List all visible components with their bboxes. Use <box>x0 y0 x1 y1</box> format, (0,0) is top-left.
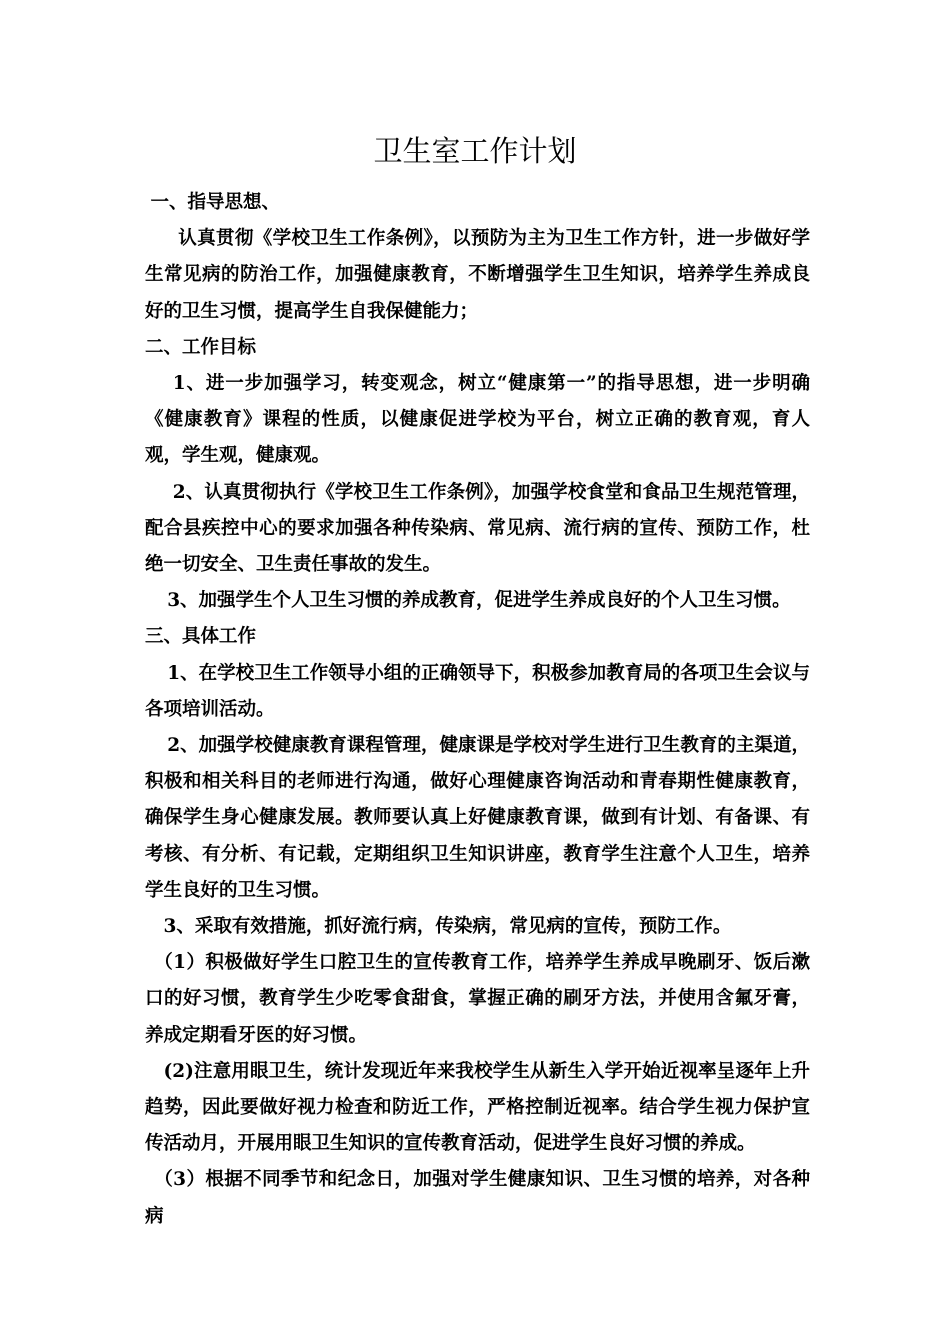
paragraph: （1）积极做好学生口腔卫生的宣传教育工作，培养学生养成早晚刷牙、饭后漱口的好习惯，教育学生少吃零食甜食，掌握正确的刷牙方法，并使用含氟牙膏，养成定期看牙医的好习惯。 <box>145 952 810 1046</box>
paragraph: 2、认真贯彻执行《学校卫生工作条例》，加强学校食堂和食品卫生规范管理，配合县疾控中心的要求加强各种传染病、常见病、流行病的宣传、预防工作，杜绝一切安全、卫生责任事故的发生。 <box>145 481 810 576</box>
paragraph: 1、在学校卫生工作领导小组的正确领导下，积极参加教育局的各项卫生会议与各项培训活动。 <box>145 662 810 720</box>
paragraph: （3）根据不同季节和纪念日，加强对学生健康知识、卫生习惯的培养，对各种病 <box>145 1169 810 1227</box>
paragraph: 3、加强学生个人卫生习惯的养成教育，促进学生养成良好的个人卫生习惯。 <box>167 590 791 612</box>
document-title: 卫生室工作计划 <box>373 134 577 168</box>
paragraph: 2、加强学校健康教育课程管理，健康课是学校对学生进行卫生教育的主渠道，积极和相关科目的老师进行沟通，做好心理健康咨询活动和青春期性健康教育，确保学生身心健康发展。教师要认真上好健康教育课，做到有计划、有备课、有考核、有分析、有记载，定期组织卫生知识讲座，教育学生注意个人卫生，培养学生良好的卫生习惯。 <box>145 735 810 901</box>
paragraph: 认真贯彻《学校卫生工作条例》，以预防为主为卫生工作方针，进一步做好学生常见病的防治工作，加强健康教育，不断增强学生卫生知识，培养学生养成良好的卫生习惯，提高学生自我保健能力； <box>145 228 810 322</box>
heading-specific-work: 三、具体工作 <box>145 626 257 648</box>
heading-work-goals: 二、工作目标 <box>145 336 257 358</box>
paragraph: 1、进一步加强学习，转变观念，树立“健康第一”的指导思想，进一步明确《健康教育》课程的性质，以健康促进学校为平台，树立正确的教育观，育人观，学生观，健康观。 <box>145 373 810 467</box>
paragraph: (2)注意用眼卫生，统计发现近年来我校学生从新生入学开始近视率呈逐年上升趋势，因此要做好视力检查和防近工作，严格控制近视率。结合学生视力保护宣传活动月，开展用眼卫生知识的宣传教育活动，促进学生良好习惯的养成。 <box>145 1060 810 1155</box>
paragraph: 3、采取有效措施，抓好流行病，传染病，常见病的宣传，预防工作。 <box>163 916 732 938</box>
heading-guiding-thought: 一、指导思想、 <box>150 192 281 213</box>
document-body <box>145 185 810 1235</box>
